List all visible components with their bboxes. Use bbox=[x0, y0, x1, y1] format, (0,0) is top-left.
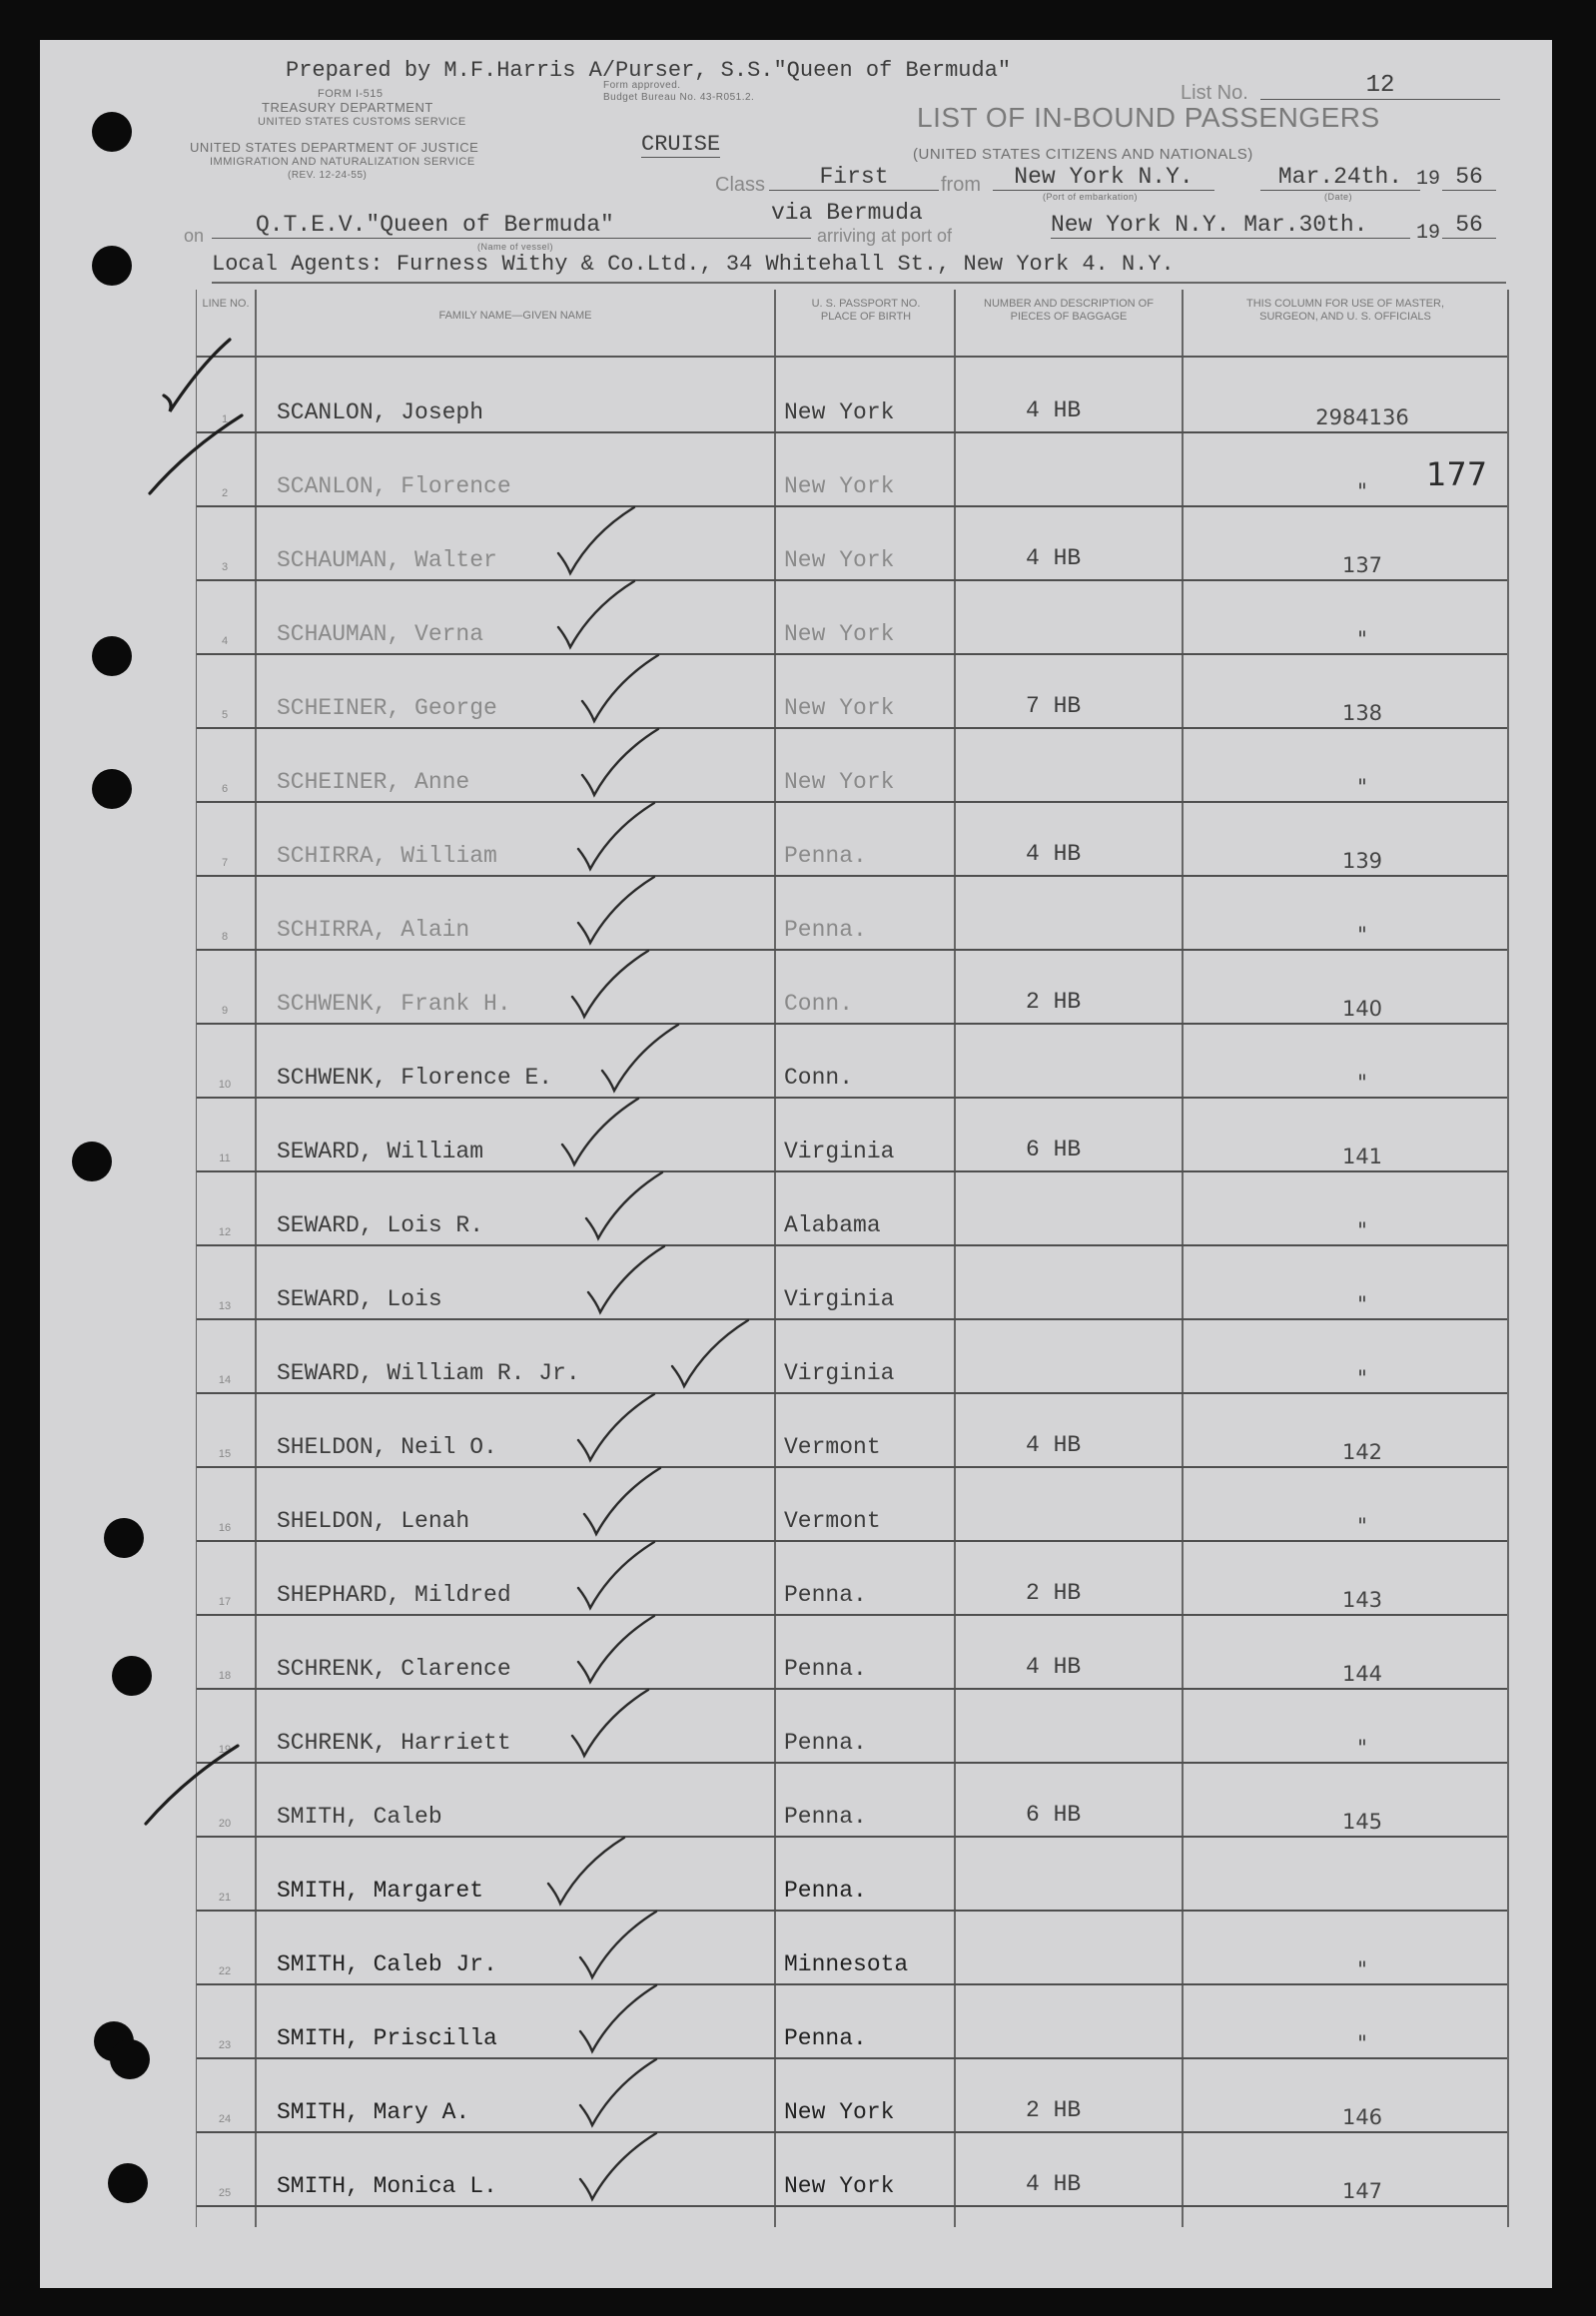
birth-place: New York bbox=[784, 547, 895, 573]
check-mark-icon bbox=[542, 1838, 662, 1910]
line-number: 4 bbox=[221, 635, 229, 647]
line-number: 16 bbox=[218, 1522, 232, 1534]
check-mark-icon bbox=[572, 877, 692, 949]
official-note: 146 bbox=[1341, 2105, 1383, 2129]
baggage-count: 6 HB bbox=[1026, 1137, 1082, 1162]
passenger-name: SCHIRRA, Alain bbox=[277, 917, 470, 943]
vessel-name: Q.T.E.V."Queen of Bermuda" bbox=[212, 212, 811, 239]
passenger-name: SMITH, Mary A. bbox=[277, 2099, 470, 2125]
table-row bbox=[197, 358, 1507, 433]
vessel-caption: (Name of vessel) bbox=[477, 242, 554, 252]
official-note: " bbox=[1357, 1366, 1367, 1390]
baggage-count: 7 HB bbox=[1026, 693, 1082, 719]
line-number: 14 bbox=[218, 1374, 232, 1386]
arriving-port: New York N.Y. Mar.30th. bbox=[1051, 212, 1410, 239]
punch-hole bbox=[72, 1142, 112, 1181]
line-number: 25 bbox=[218, 2187, 232, 2199]
header-line-no: LINE NO. bbox=[202, 298, 250, 310]
passenger-name: SCHIRRA, William bbox=[277, 843, 497, 869]
check-mark-icon bbox=[666, 1320, 786, 1392]
official-note: " bbox=[1357, 923, 1367, 947]
passenger-name: SMITH, Caleb bbox=[277, 1804, 442, 1830]
check-mark-icon bbox=[566, 1690, 686, 1762]
birth-place: Minnesota bbox=[784, 1951, 909, 1977]
list-no-label: List No. bbox=[1181, 82, 1248, 104]
birth-place: New York bbox=[784, 695, 895, 721]
table-row bbox=[197, 579, 1507, 655]
year-prefix: 19 bbox=[1416, 168, 1441, 191]
table-row bbox=[197, 1392, 1507, 1468]
table-row bbox=[197, 1466, 1507, 1542]
official-note: " bbox=[1357, 627, 1367, 651]
list-number: 12 bbox=[1260, 72, 1500, 100]
on-label: on bbox=[184, 226, 205, 246]
check-mark-icon bbox=[574, 2059, 694, 2131]
birth-place: Penna. bbox=[784, 1730, 867, 1756]
header-family-name: FAMILY NAME—GIVEN NAME bbox=[438, 310, 592, 322]
passenger-name: SEWARD, Lois R. bbox=[277, 1212, 484, 1238]
check-mark-icon bbox=[580, 1172, 700, 1244]
birth-place: Penna. bbox=[784, 1878, 867, 1904]
official-note: 139 bbox=[1341, 849, 1383, 873]
line-number: 17 bbox=[218, 1596, 232, 1608]
baggage-count: 4 HB bbox=[1026, 1654, 1082, 1680]
baggage-count: 6 HB bbox=[1026, 1802, 1082, 1828]
official-note: 142 bbox=[1341, 1440, 1383, 1464]
birth-place: Conn. bbox=[784, 1065, 854, 1091]
official-note: " bbox=[1357, 775, 1367, 799]
passenger-name: SCHEINER, Anne bbox=[277, 769, 470, 795]
cruise-label: CRUISE bbox=[641, 132, 721, 157]
from-label: from bbox=[941, 174, 981, 196]
birth-place: Penna. bbox=[784, 1582, 867, 1608]
official-note: " bbox=[1357, 1218, 1367, 1242]
passenger-name: SEWARD, William bbox=[277, 1139, 484, 1164]
table-row bbox=[197, 801, 1507, 877]
list-title: LIST OF IN-BOUND PASSENGERS bbox=[917, 102, 1380, 133]
header-baggage: NUMBER AND DESCRIPTION OF PIECES OF BAGGAGE bbox=[984, 298, 1154, 323]
birth-place: New York bbox=[784, 621, 895, 647]
table-row bbox=[197, 875, 1507, 951]
budget-bureau: Budget Bureau No. 43-R051.2. bbox=[603, 92, 755, 103]
official-note: 147 bbox=[1341, 2179, 1383, 2203]
line-number: 11 bbox=[219, 1153, 231, 1164]
passenger-name: SCHWENK, Frank H. bbox=[277, 991, 511, 1017]
punch-hole bbox=[92, 112, 132, 152]
official-note: 140 bbox=[1341, 997, 1383, 1021]
punch-hole bbox=[104, 1518, 144, 1558]
table-row bbox=[197, 1244, 1507, 1320]
table-row bbox=[197, 1170, 1507, 1246]
class-label: Class bbox=[715, 174, 766, 196]
line-number: 23 bbox=[218, 2039, 232, 2051]
passenger-name: SEWARD, Lois bbox=[277, 1286, 442, 1312]
official-note: 145 bbox=[1341, 1810, 1383, 1834]
check-mark-icon bbox=[572, 803, 692, 875]
birth-place: Penna. bbox=[784, 843, 867, 869]
passenger-name: SCHEINER, George bbox=[277, 695, 497, 721]
baggage-count: 4 HB bbox=[1026, 1432, 1082, 1458]
official-note: " bbox=[1357, 1736, 1367, 1760]
table-row bbox=[197, 1614, 1507, 1690]
check-mark-icon bbox=[574, 2133, 694, 2205]
check-mark-icon bbox=[572, 1616, 692, 1688]
class-value: First bbox=[769, 164, 939, 191]
check-mark-icon bbox=[576, 655, 696, 727]
check-mark-icon bbox=[572, 1542, 692, 1614]
line-number: 19 bbox=[218, 1744, 232, 1756]
table-row bbox=[197, 431, 1507, 507]
birth-place: Penna. bbox=[784, 1804, 867, 1830]
immigration-service: IMMIGRATION AND NATURALIZATION SERVICE bbox=[210, 156, 475, 168]
line-number: 24 bbox=[218, 2113, 232, 2125]
passenger-name: SMITH, Caleb Jr. bbox=[277, 1951, 497, 1977]
margin-check-mark-icon bbox=[148, 409, 268, 499]
line-number: 9 bbox=[221, 1005, 229, 1017]
line-number: 1 bbox=[221, 413, 229, 425]
treasury-department: TREASURY DEPARTMENT bbox=[262, 100, 433, 115]
passenger-name: SCANLON, Joseph bbox=[277, 399, 484, 425]
official-note: " bbox=[1357, 1071, 1367, 1095]
official-note: 144 bbox=[1341, 1662, 1383, 1686]
check-mark-icon bbox=[574, 1912, 694, 1983]
table-row bbox=[197, 1318, 1507, 1394]
arriving-label: arriving at port of bbox=[817, 226, 953, 246]
table-row bbox=[197, 2057, 1507, 2133]
citizens-caption: (UNITED STATES CITIZENS AND NATIONALS) bbox=[913, 146, 1253, 163]
line-number: 5 bbox=[221, 709, 229, 721]
punch-hole bbox=[110, 2039, 150, 2079]
birth-place: Virginia bbox=[784, 1286, 895, 1312]
passenger-name: SEWARD, William R. Jr. bbox=[277, 1360, 580, 1386]
line-number: 22 bbox=[218, 1965, 232, 1977]
official-note: " bbox=[1357, 1292, 1367, 1316]
birth-place: New York bbox=[784, 399, 895, 425]
birth-place: Conn. bbox=[784, 991, 854, 1017]
local-agents: Local Agents: Furness Withy & Co.Ltd., 34 Whitehall St., New York 4. N.Y. bbox=[212, 252, 1175, 277]
line-number: 8 bbox=[221, 931, 229, 943]
form-number: FORM I-515 bbox=[318, 88, 384, 100]
margin-check-mark-icon bbox=[144, 1740, 264, 1830]
official-note: 137 bbox=[1341, 553, 1383, 577]
birth-place: Penna. bbox=[784, 2025, 867, 2051]
check-mark-icon bbox=[556, 1099, 676, 1170]
punch-hole bbox=[92, 769, 132, 809]
birth-place: Virginia bbox=[784, 1139, 895, 1164]
check-mark-icon bbox=[566, 951, 686, 1023]
birth-place: New York bbox=[784, 2099, 895, 2125]
agents-underline bbox=[212, 282, 1506, 284]
line-number: 13 bbox=[218, 1300, 232, 1312]
birth-place: New York bbox=[784, 473, 895, 499]
line-number: 15 bbox=[218, 1448, 232, 1460]
from-port: New York N.Y. bbox=[993, 164, 1214, 191]
line-number: 3 bbox=[221, 561, 229, 573]
line-number: 20 bbox=[218, 1818, 232, 1830]
table-row bbox=[197, 1540, 1507, 1616]
prepared-by: Prepared by M.F.Harris A/Purser, S.S."Queen of Bermuda" bbox=[286, 58, 1012, 83]
revision-date: (REV. 12-24-55) bbox=[288, 170, 368, 181]
page-number: 177 bbox=[1426, 455, 1488, 493]
table-header bbox=[197, 290, 1507, 358]
table-row bbox=[197, 1097, 1507, 1172]
passenger-name: SMITH, Priscilla bbox=[277, 2025, 497, 2051]
form-approved: Form approved. bbox=[603, 80, 681, 91]
passenger-name: SHELDON, Lenah bbox=[277, 1508, 470, 1534]
line-number: 6 bbox=[221, 783, 229, 795]
birth-place: New York bbox=[784, 769, 895, 795]
header-passport: U. S. PASSPORT NO. PLACE OF BIRTH bbox=[811, 298, 921, 323]
table-row bbox=[197, 505, 1507, 581]
passenger-table bbox=[196, 290, 1507, 2227]
date-caption: (Date) bbox=[1324, 192, 1353, 202]
check-mark-icon bbox=[574, 1985, 694, 2057]
line-number: 18 bbox=[218, 1670, 232, 1682]
passenger-name: SMITH, Monica L. bbox=[277, 2173, 497, 2199]
check-mark-icon bbox=[582, 1246, 702, 1318]
check-mark-icon bbox=[596, 1025, 716, 1097]
table-row bbox=[197, 727, 1507, 803]
baggage-count: 4 HB bbox=[1026, 397, 1082, 423]
birth-place: New York bbox=[784, 2173, 895, 2199]
baggage-count: 2 HB bbox=[1026, 989, 1082, 1015]
official-note: 138 bbox=[1341, 701, 1383, 725]
line-number: 21 bbox=[218, 1892, 232, 1904]
year-prefix-arrive: 19 bbox=[1416, 222, 1441, 245]
birth-place: Penna. bbox=[784, 1656, 867, 1682]
birth-place: Alabama bbox=[784, 1212, 881, 1238]
column-divider bbox=[1507, 290, 1509, 2227]
punch-hole bbox=[108, 2163, 148, 2203]
line-number: 7 bbox=[221, 857, 229, 869]
official-note: 141 bbox=[1341, 1145, 1383, 1168]
passenger-name: SCHRENK, Harriett bbox=[277, 1730, 511, 1756]
birth-place: Vermont bbox=[784, 1434, 881, 1460]
punch-hole bbox=[112, 1656, 152, 1696]
check-mark-icon bbox=[572, 1394, 692, 1466]
from-date: Mar.24th. bbox=[1260, 164, 1420, 191]
passenger-name: SCHAUMAN, Verna bbox=[277, 621, 484, 647]
birth-place: Penna. bbox=[784, 917, 867, 943]
official-note: 2984136 bbox=[1315, 405, 1409, 429]
line-number: 2 bbox=[221, 487, 229, 499]
punch-hole bbox=[92, 246, 132, 286]
passenger-name: SHELDON, Neil O. bbox=[277, 1434, 497, 1460]
check-mark-icon bbox=[552, 507, 672, 579]
header-officials: THIS COLUMN FOR USE OF MASTER, SURGEON, AND U. S. OFFICIALS bbox=[1245, 298, 1444, 323]
baggage-count: 4 HB bbox=[1026, 841, 1082, 867]
official-note: " bbox=[1357, 479, 1367, 503]
official-note: " bbox=[1357, 1957, 1367, 1981]
baggage-count: 4 HB bbox=[1026, 545, 1082, 571]
birth-place: Vermont bbox=[784, 1508, 881, 1534]
baggage-count: 2 HB bbox=[1026, 2097, 1082, 2123]
year-arrive: 56 bbox=[1442, 212, 1496, 239]
check-mark-icon bbox=[578, 1468, 698, 1540]
table-row bbox=[197, 1910, 1507, 1985]
passenger-name: SHEPHARD, Mildred bbox=[277, 1582, 511, 1608]
port-caption: (Port of embarkation) bbox=[1043, 192, 1139, 202]
passenger-name: SCHRENK, Clarence bbox=[277, 1656, 511, 1682]
check-mark-icon bbox=[552, 581, 672, 653]
table-row bbox=[197, 1688, 1507, 1764]
official-note: " bbox=[1357, 1514, 1367, 1538]
line-number: 10 bbox=[218, 1079, 232, 1091]
baggage-count: 2 HB bbox=[1026, 1580, 1082, 1606]
line-number: 12 bbox=[218, 1226, 232, 1238]
via-port: via Bermuda bbox=[771, 200, 923, 226]
punch-hole bbox=[92, 636, 132, 676]
table-row bbox=[197, 1762, 1507, 1838]
table-row bbox=[197, 653, 1507, 729]
table-row bbox=[197, 1983, 1507, 2059]
customs-service: UNITED STATES CUSTOMS SERVICE bbox=[258, 116, 466, 128]
year-from: 56 bbox=[1442, 164, 1496, 191]
department-of-justice: UNITED STATES DEPARTMENT OF JUSTICE bbox=[190, 140, 479, 155]
baggage-count: 4 HB bbox=[1026, 2171, 1082, 2197]
official-note: 143 bbox=[1341, 1588, 1383, 1612]
table-row bbox=[197, 1836, 1507, 1912]
table-row bbox=[197, 1023, 1507, 1099]
passenger-name: SCHAUMAN, Walter bbox=[277, 547, 497, 573]
passenger-name: SCHWENK, Florence E. bbox=[277, 1065, 553, 1091]
table-row bbox=[197, 949, 1507, 1025]
check-mark-icon bbox=[576, 729, 696, 801]
birth-place: Virginia bbox=[784, 1360, 895, 1386]
table-row bbox=[197, 2131, 1507, 2207]
passenger-name: SCANLON, Florence bbox=[277, 473, 511, 499]
passenger-name: SMITH, Margaret bbox=[277, 1878, 484, 1904]
official-note: " bbox=[1357, 2031, 1367, 2055]
